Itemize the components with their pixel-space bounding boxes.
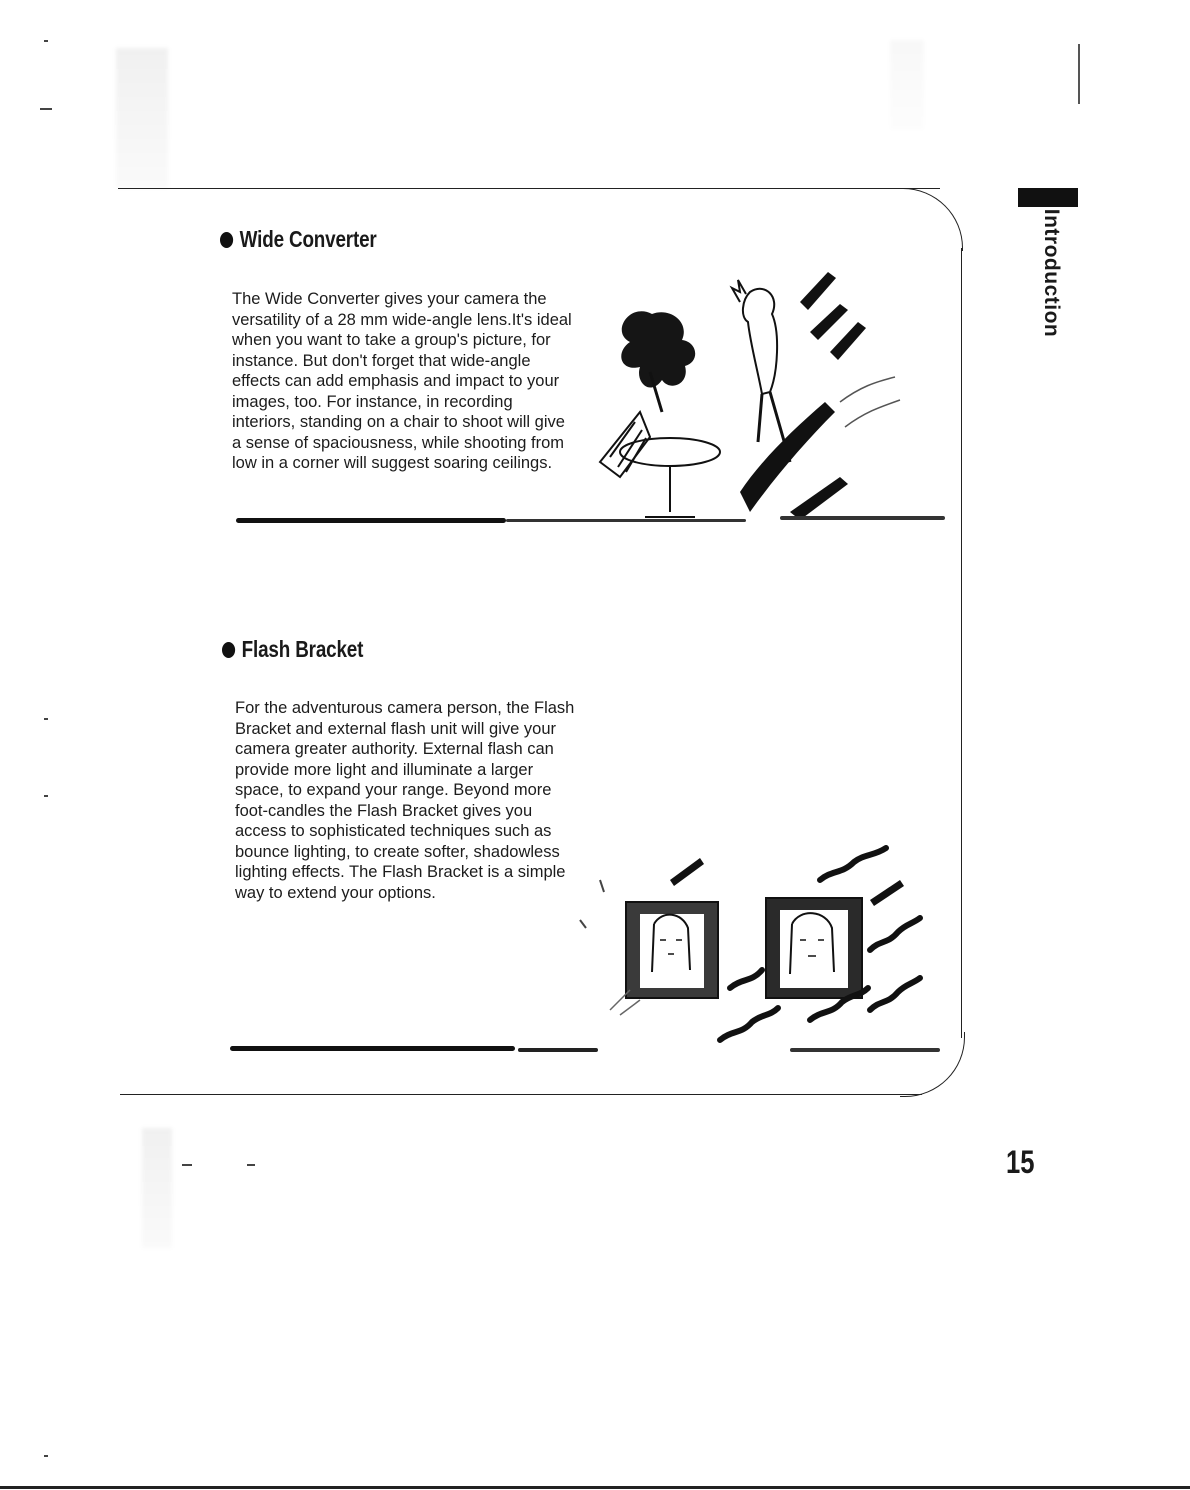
- section-heading-flash-bracket: [222, 636, 363, 663]
- scan-mark: [0, 1486, 1190, 1489]
- scan-mark: [247, 1164, 255, 1166]
- flash-bracket-illustration: [570, 840, 950, 1060]
- section-divider-wide-converter-right: [780, 516, 945, 520]
- wide-converter-illustration: [590, 262, 950, 532]
- scan-mark: [44, 40, 48, 42]
- scan-smudge-bottom: [142, 1128, 172, 1248]
- side-tab-bar: [1018, 188, 1078, 207]
- scan-right-line: [1078, 44, 1080, 104]
- frame-right-border: [961, 248, 962, 1038]
- section-divider-flash-bracket-tail: [518, 1048, 598, 1052]
- section-divider-flash-bracket-right: [790, 1048, 940, 1052]
- scan-mark: [44, 1455, 48, 1457]
- bullet-icon: [222, 642, 235, 658]
- section-title: Wide Converter: [239, 226, 377, 252]
- page-number: 15: [1006, 1144, 1035, 1180]
- section-body-flash-bracket: For the adventurous camera person, the Flash Bracket and external flash unit will give your camera greater authority. External flash can provide more light and illuminate a larger space, to expand your range. Beyond more foot-candles the Flash Bracket gives you access to sophisticated techniques such as bounce lighting, to create softer, shadowless lighting effects. The Flash Bracket is a simple way to extend your options.: [235, 699, 575, 902]
- section-body-wide-converter: The Wide Converter gives your camera the versatility of a 28 mm wide-angle lens.It's ideal when you want to take a group's picture, for instance. But don't forget that wide-angle effects can add emphasis and impact to your images, too. For instance, in recording interiors, standing on a chair to shoot will give a sense of spaciousness, while shooting from low in a corner will suggest soaring ceilings.: [232, 290, 572, 472]
- bullet-icon: [220, 232, 233, 248]
- section-divider-wide-converter: [236, 518, 506, 523]
- scan-mark: [182, 1164, 192, 1166]
- section-title: Flash Bracket: [241, 636, 364, 662]
- scan-mark: [44, 795, 48, 797]
- section-divider-flash-bracket: [230, 1046, 515, 1051]
- side-tab-label: Introduction: [1040, 208, 1063, 337]
- scan-smudge-top: [116, 48, 168, 188]
- frame-corner-top: [900, 188, 963, 251]
- frame-top-border: [118, 188, 940, 189]
- section-heading-wide-converter: [220, 226, 377, 253]
- scan-smudge-top-right: [890, 40, 924, 130]
- side-tab: [1040, 208, 1063, 337]
- section-divider-wide-converter-tail: [506, 519, 746, 522]
- scan-mark: [44, 718, 48, 720]
- frame-bottom-border: [120, 1094, 922, 1095]
- scan-mark: [40, 108, 52, 110]
